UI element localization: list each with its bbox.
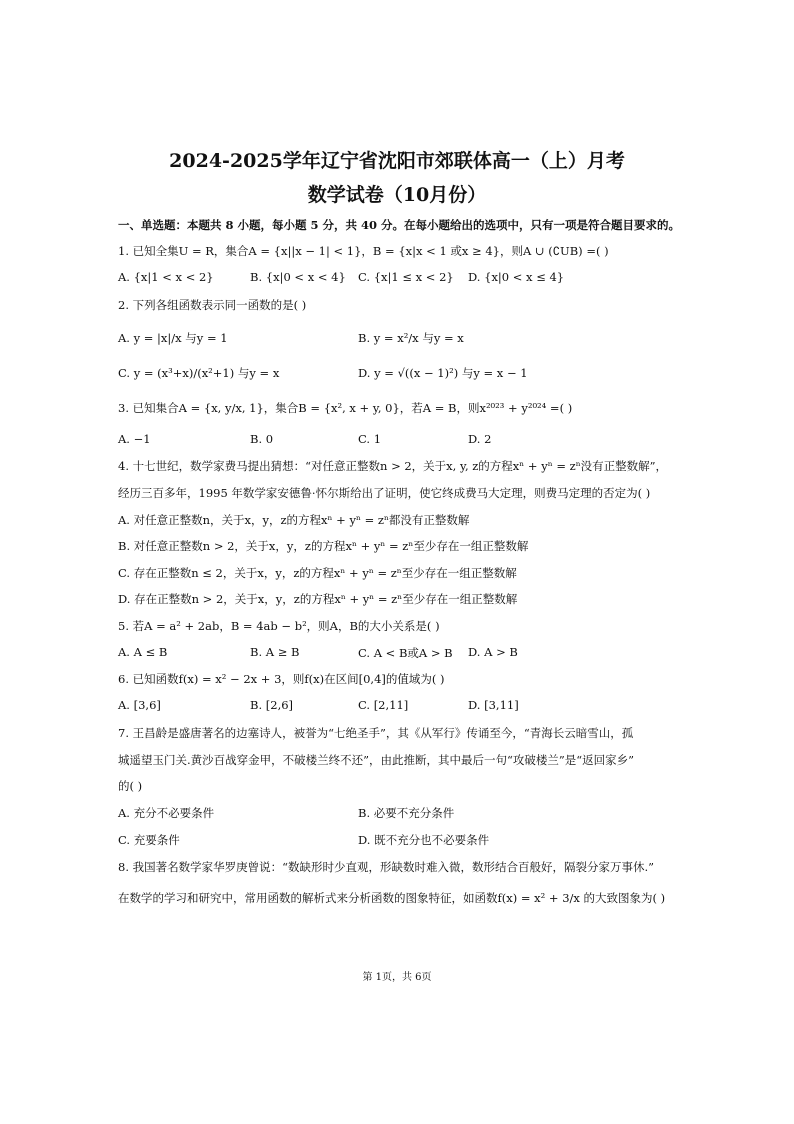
q5-option-d: D. A > B: [468, 645, 518, 659]
q4-option-d: D. 存在正整数n > 2，关于x，y，z的方程xⁿ + yⁿ = zⁿ至少存在一组正整数解: [118, 592, 518, 606]
q3-option-a: A. −1: [118, 432, 151, 446]
q6-option-d: D. [3,11]: [468, 698, 519, 712]
question-7-stem-line-2: 城遥望玉门关.黄沙百战穿金甲，不破楼兰终不还”，由此推断，其中最后一句“攻破楼兰”是“返回家乡”: [118, 753, 635, 767]
q1-option-c: C. {x|1 ≤ x < 2}: [358, 270, 454, 284]
q2-option-b: B. y = x²/x 与y = x: [358, 331, 464, 345]
q2-option-c: C. y = (x³+x)/(x²+1) 与y = x: [118, 366, 280, 380]
q6-option-b: B. [2,6]: [250, 698, 294, 712]
exam-title: 2024-2025学年辽宁省沈阳市郊联体高一（上）月考: [169, 150, 625, 172]
q3-option-c: C. 1: [358, 432, 382, 446]
q7-option-d: D. 既不充分也不必要条件: [358, 833, 490, 847]
question-4-stem-line-1: 4. 十七世纪，数学家费马提出猜想：“对任意正整数n > 2，关于x, y, z的方程xⁿ + yⁿ = zⁿ没有正整数解”，: [118, 459, 668, 473]
q3-option-b: B. 0: [250, 432, 274, 446]
q1-option-a: A. {x|1 < x < 2}: [118, 270, 214, 284]
section-heading: 一、单选题：本题共 8 小题，每小题 5 分，共 40 分。在每小题给出的选项中，只有一项是符合题目要求的。: [118, 218, 681, 232]
q7-option-b: B. 必要不充分条件: [358, 806, 455, 820]
question-7-stem-line-1: 7. 王昌龄是盛唐著名的边塞诗人，被誉为“七绝圣手”，其《从军行》传诵至今，“青海长云暗雪山，孤: [118, 726, 634, 740]
question-8-stem-line-1: 8. 我国著名数学家华罗庚曾说：“数缺形时少直观，形缺数时难入微，数形结合百般好，隔裂分家万事休.”: [118, 860, 655, 874]
q4-option-c: C. 存在正整数n ≤ 2，关于x，y，z的方程xⁿ + yⁿ = zⁿ至少存在一组正整数解: [118, 566, 517, 580]
q4-option-b: B. 对任意正整数n > 2，关于x，y，z的方程xⁿ + yⁿ = zⁿ至少存在一组正整数解: [118, 539, 529, 553]
question-4-stem-line-2: 经历三百多年，1995 年数学家安德鲁·怀尔斯给出了证明，使它终成费马大定理，则费马定理的否定为( ): [118, 486, 651, 500]
question-8-stem-line-2: 在数学的学习和研究中，常用函数的解析式来分析函数的图象特征，如函数f(x) = x² + 3/x 的大致图象为( ): [118, 891, 666, 905]
question-5-stem: 5. 若A = a² + 2ab，B = 4ab − b²，则A，B的大小关系是( ): [118, 619, 440, 633]
q7-option-c: C. 充要条件: [118, 833, 180, 847]
q6-option-a: A. [3,6]: [118, 698, 161, 712]
q1-option-d: D. {x|0 < x ≤ 4}: [468, 270, 565, 284]
question-3-stem: 3. 已知集合A = {x, y/x, 1}，集合B = {x², x + y, 0}，若A = B，则x²⁰²³ + y²⁰²⁴ =( ): [118, 401, 573, 415]
q3-option-d: D. 2: [468, 432, 492, 446]
page-footer: 第 1页，共 6页: [362, 972, 432, 983]
q1-option-b: B. {x|0 < x < 4}: [250, 270, 346, 284]
q4-option-a: A. 对任意正整数n，关于x，y，z的方程xⁿ + yⁿ = zⁿ都没有正整数解: [118, 513, 470, 527]
exam-subtitle: 数学试卷（10月份）: [307, 184, 487, 206]
q2-option-a: A. y = |x|/x 与y = 1: [118, 331, 228, 345]
q6-option-c: C. [2,11]: [358, 698, 409, 712]
q2-option-d: D. y = √((x − 1)²) 与y = x − 1: [358, 366, 528, 380]
q7-option-a: A. 充分不必要条件: [118, 806, 215, 820]
q5-option-c: C. A < B或A > B: [358, 646, 453, 660]
question-6-stem: 6. 已知函数f(x) = x² − 2x + 3，则f(x)在区间[0,4]的值域为( ): [118, 672, 445, 686]
question-1-stem: 1. 已知全集U = R，集合A = {x||x − 1| < 1}，B = {x|x < 1 或x ≥ 4}，则A ∪ (∁UB) =( ): [118, 244, 609, 258]
question-7-stem-line-3: 的( ): [118, 779, 143, 793]
question-2-stem: 2. 下列各组函数表示同一函数的是( ): [118, 298, 307, 312]
q5-option-a: A. A ≤ B: [118, 645, 168, 659]
q5-option-b: B. A ≥ B: [250, 645, 300, 659]
